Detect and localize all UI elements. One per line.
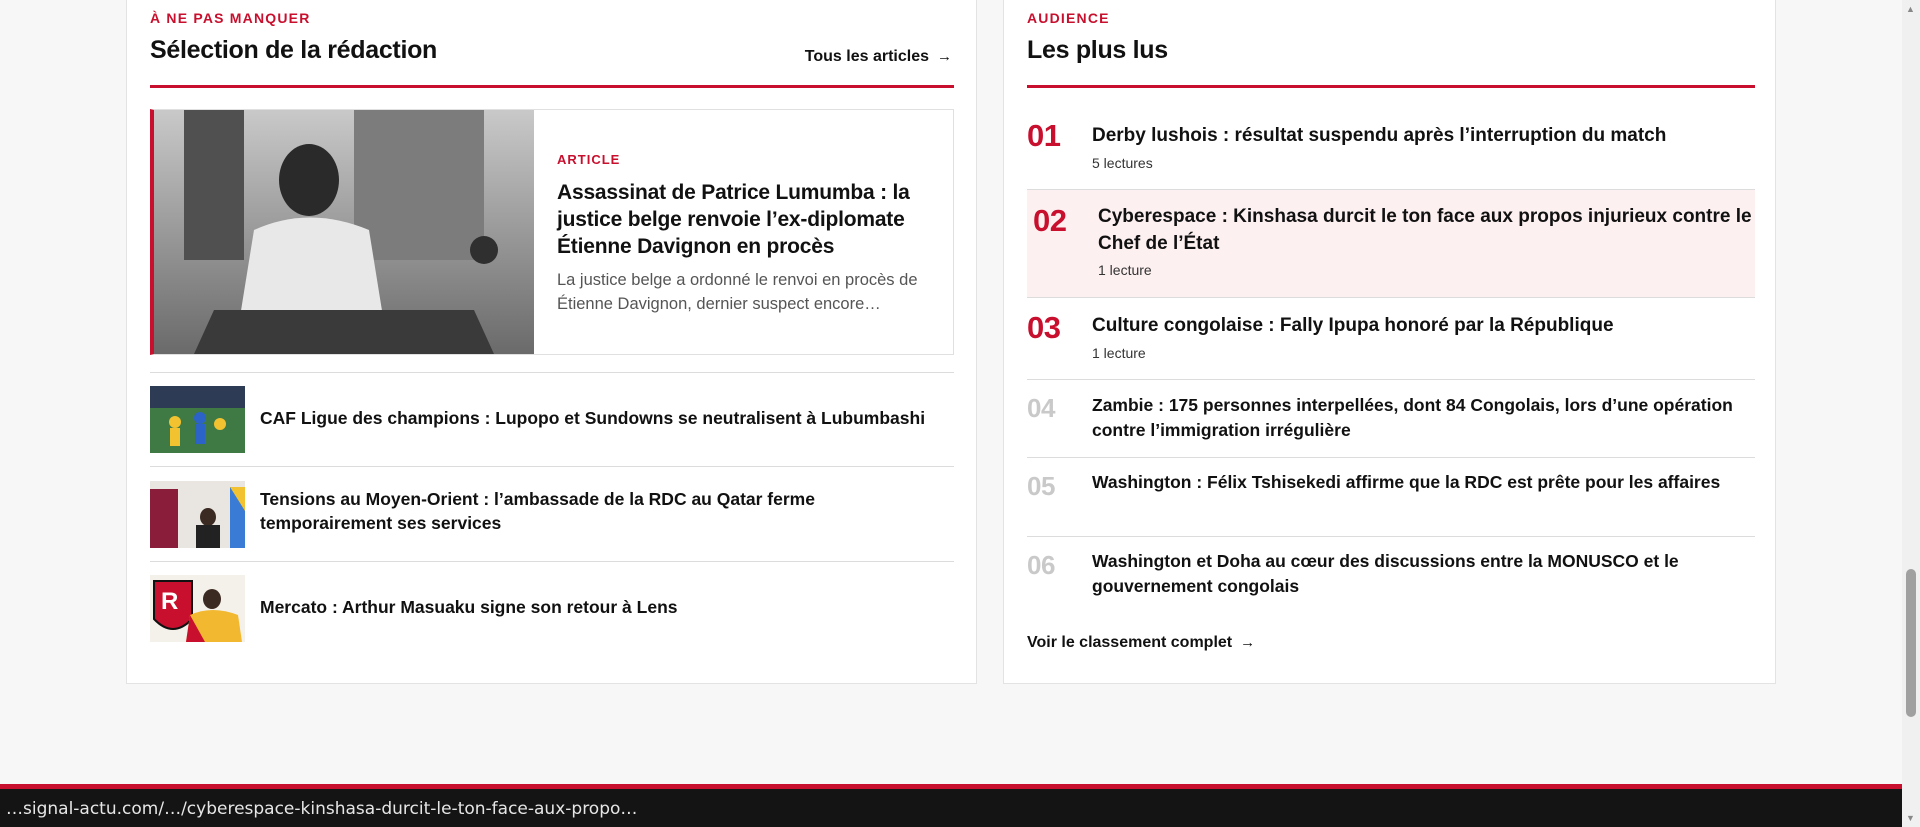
page-scrollbar[interactable]	[1902, 0, 1920, 827]
section-rule	[1027, 85, 1755, 88]
list-item[interactable]	[150, 466, 954, 561]
most-read-title[interactable]: Cyberespace : Kinshasa durcit le ton face aux propos injurieux contre le Chef de l’État	[1098, 206, 1752, 254]
rank-number: 06	[1027, 550, 1055, 580]
featured-article-title[interactable]: Assassinat de Patrice Lumumba : la justice belge renvoie l’ex-diplomate Étienne Davignon en procès	[557, 181, 910, 258]
scrollbar-thumb[interactable]	[1906, 569, 1916, 717]
most-read-item[interactable]	[1027, 108, 1755, 190]
read-count: 1 lecture	[1098, 262, 1152, 278]
rank-number: 04	[1027, 393, 1055, 423]
most-read-item[interactable]	[1027, 298, 1755, 380]
arrow-right-icon: →	[937, 48, 952, 65]
article-title[interactable]: Tensions au Moyen-Orient : l’ambassade de la RDC au Qatar ferme temporairement ses services	[260, 489, 815, 533]
rank-number: 01	[1027, 118, 1061, 153]
all-articles-label: Tous les articles	[804, 48, 929, 65]
article-thumbnail	[150, 481, 245, 548]
list-item[interactable]	[150, 372, 954, 466]
most-read-item[interactable]	[1027, 458, 1755, 537]
most-read-title[interactable]: Culture congolaise : Fally Ipupa honoré par la République	[1092, 315, 1614, 336]
most-read-title[interactable]: Washington et Doha au cœur des discussions entre la MONUSCO et le gouvernement congolais	[1092, 551, 1679, 596]
article-title[interactable]: CAF Ligue des champions : Lupopo et Sundowns se neutralisent à Lubumbashi	[260, 408, 926, 428]
featured-article-excerpt: La justice belge a ordonné le renvoi en procès de Étienne Davignon, dernier suspect encore…	[557, 271, 918, 313]
section-rule	[150, 85, 954, 88]
section-eyebrow: AUDIENCE	[1027, 10, 1110, 26]
most-read-title[interactable]: Washington : Félix Tshisekedi affirme que la RDC est prête pour les affaires	[1092, 472, 1721, 492]
all-articles-link[interactable]	[805, 48, 952, 66]
full-ranking-link[interactable]	[1027, 634, 1255, 652]
rank-number: 02	[1033, 203, 1067, 238]
article-thumbnail	[150, 575, 245, 642]
rank-number: 03	[1027, 310, 1061, 345]
most-read-panel	[1003, 0, 1776, 684]
most-read-title[interactable]: Zambie : 175 personnes interpellées, dont 84 Congolais, lors d’une opération contre l’immigration irrégulière	[1092, 395, 1733, 440]
rank-number: 05	[1027, 471, 1055, 501]
read-count: 1 lecture	[1092, 345, 1146, 361]
section-title: Les plus lus	[1027, 36, 1168, 64]
most-read-item[interactable]	[1027, 190, 1755, 298]
section-title: Sélection de la rédaction	[150, 36, 438, 64]
most-read-item[interactable]	[1027, 537, 1755, 615]
arrow-right-icon: →	[1240, 634, 1256, 651]
article-kicker: ARTICLE	[557, 152, 621, 167]
section-eyebrow: À NE PAS MANQUER	[150, 10, 311, 26]
svg-text:R: R	[161, 588, 179, 615]
list-item[interactable]	[150, 561, 954, 655]
scroll-up-icon[interactable]: ▲	[1906, 4, 1915, 14]
article-thumbnail	[150, 386, 245, 453]
full-ranking-label: Voir le classement complet	[1027, 634, 1233, 651]
featured-article-image	[154, 110, 534, 354]
scroll-down-icon[interactable]: ▼	[1906, 813, 1915, 823]
status-url: …signal-actu.com/…/cyberespace-kinshasa-durcit-le-ton-face-aux-propo…	[6, 799, 638, 819]
featured-article-card[interactable]	[150, 109, 954, 355]
browser-status-bar	[0, 789, 1902, 827]
most-read-title[interactable]: Derby lushois : résultat suspendu après l’interruption du match	[1092, 125, 1667, 146]
featured-article-body	[557, 152, 932, 316]
editorial-selection-panel	[126, 0, 977, 684]
article-title[interactable]: Mercato : Arthur Masuaku signe son retour à Lens	[260, 597, 678, 617]
read-count: 5 lectures	[1092, 155, 1153, 171]
most-read-item[interactable]	[1027, 380, 1755, 458]
